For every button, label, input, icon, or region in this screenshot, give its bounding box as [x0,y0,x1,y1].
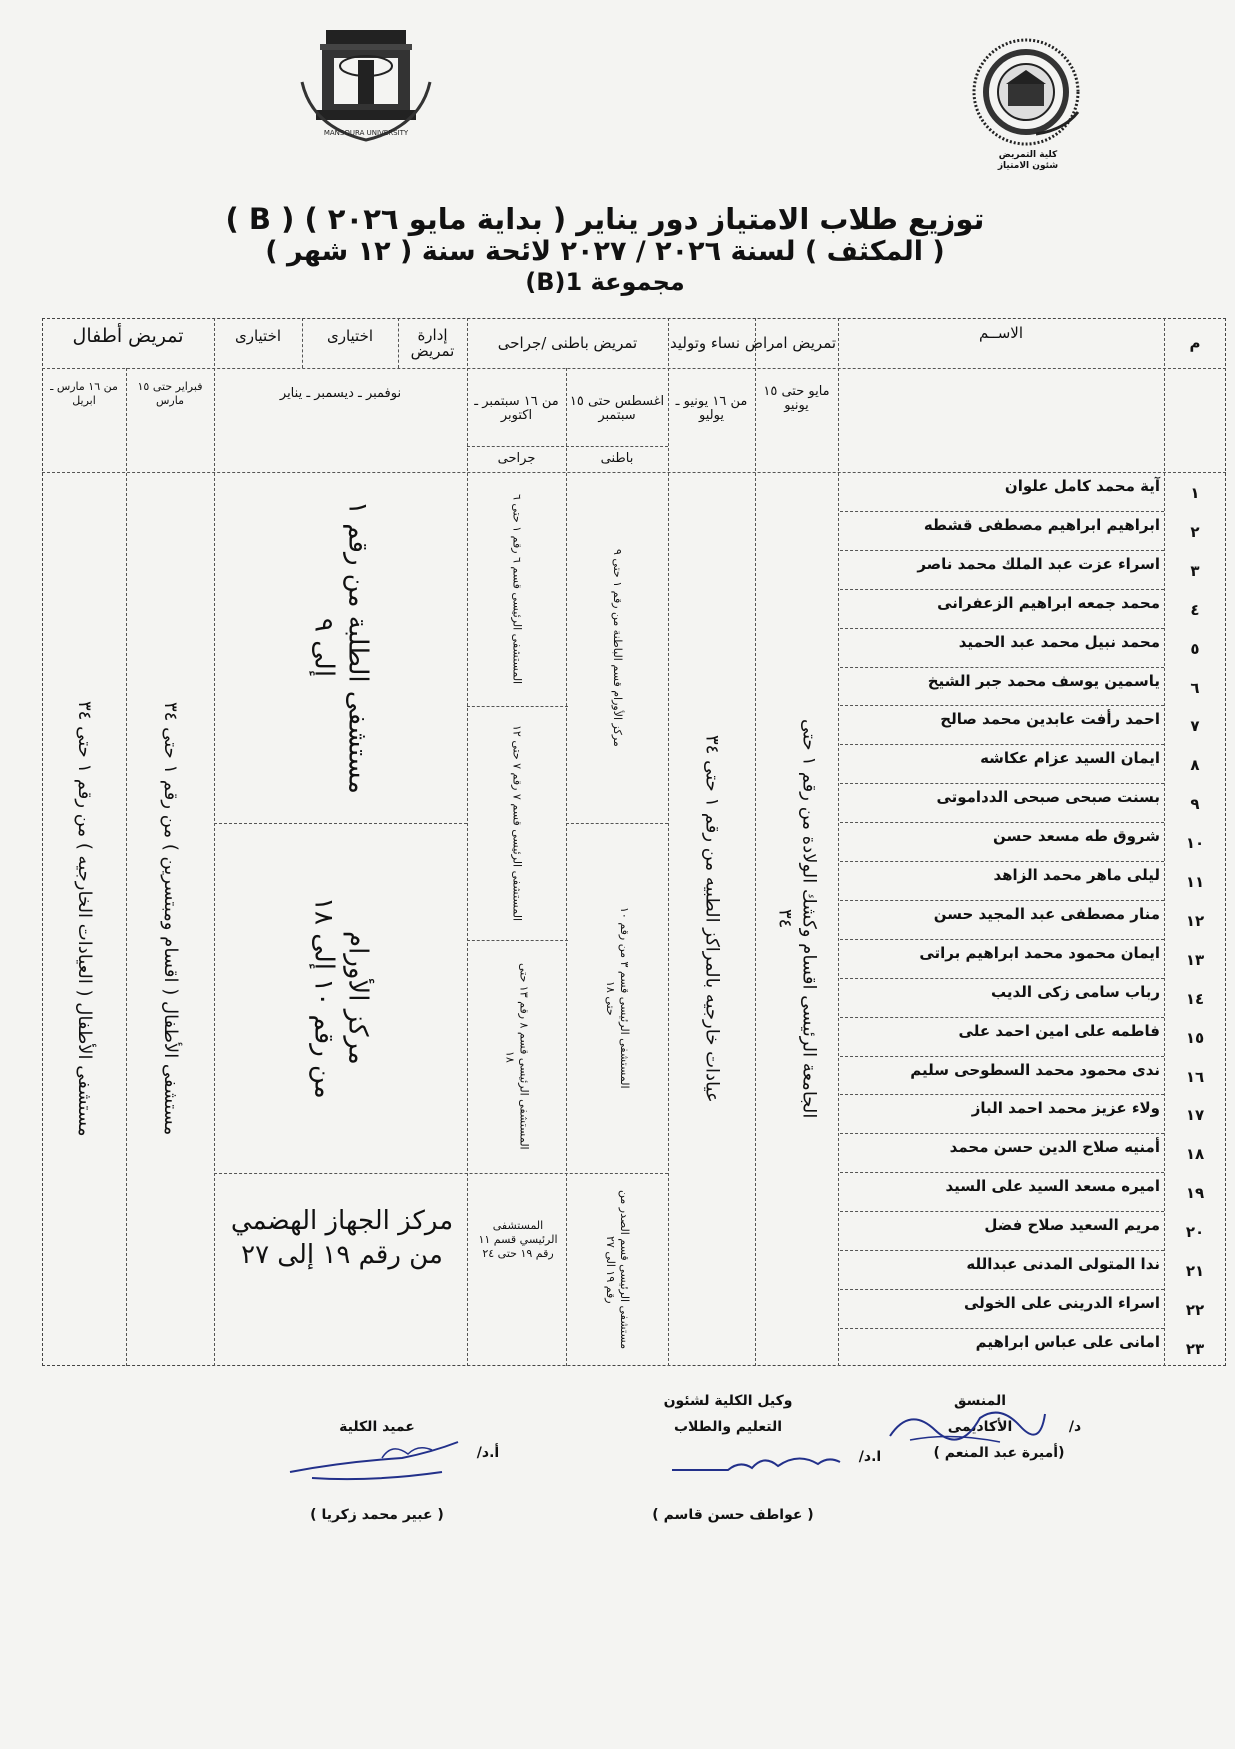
assignment-medical-1: مركز الأورام قسم الباطنة من رقم ١ حتى ٩ [611,548,624,747]
coordinator-signature [880,1396,1050,1452]
assignment-obgyn-a: الجامعة الرئيسى اقسام وكشك الولادة من رقم ١ حتى ٣٤ [774,719,820,1119]
document-title [180,202,1030,296]
row-number: ٧ [1190,717,1200,736]
student-name: اميره مسعد السيد على السيد [945,1177,1160,1196]
row-number: ٢١ [1185,1262,1205,1280]
col-header-number: م [1189,334,1201,352]
row-number: ٣ [1190,561,1200,580]
row-number: ١٧ [1185,1106,1205,1125]
col-header-obgyn: تمريض امراض نساء وتوليد [669,334,837,352]
assignment-obgyn-b: عيادات خارجيه بالمراكز الطبيه من رقم ١ حتى ٣٤ [701,735,723,1103]
student-name: ولاء عزيز محمد احمد الباز [971,1099,1160,1118]
student-name: منار مصطفى عبد المجيد حسن [933,904,1160,923]
title-line-2: ( المكثف ) لسنة ٢٠٢٦ / ٢٠٢٧ لائحة سنة ( ١٢ شهر ) [265,236,945,267]
svg-text:MANSOURA UNIVERSITY: MANSOURA UNIVERSITY [323,129,409,137]
subheader-obgyn-b: من ١٦ يونيو ـ يوليو [675,394,748,423]
student-name: ايمان السيد عزام عكاشه [980,749,1160,768]
subheader-ped-b: من ١٦ مارس ـ ابريل [50,380,118,407]
row-number: ١٦ [1185,1067,1205,1086]
subheader-surgical: جراحى [497,451,536,466]
row-number: ٩ [1190,795,1200,814]
row-divider [840,705,1164,706]
student-name: ابراهيم ابراهيم مصطفى قشطه [923,515,1160,534]
student-name: فاطمه على امين احمد على [958,1021,1160,1040]
col-header-elective-2: اختيارى [234,327,282,345]
row-divider [840,1056,1164,1057]
subheader-medsurg-a: اغسطس حتى ١٥ سبتمبر [569,394,665,423]
row-divider [840,1328,1164,1329]
col-header-admin: إدارة تمريض [410,326,455,360]
student-name: اسراء الدرينى على الخولى [963,1293,1160,1312]
assignment-admin-3: مركز الجهاز الهضمي من رقم ١٩ إلى ٢٧ [230,1206,454,1270]
student-name: أمنيه صلاح الدين حسن محمد [949,1138,1160,1157]
student-name: احمد رأفت عابدين محمد صالح [940,710,1160,729]
dean-signature [282,1432,468,1488]
row-divider [840,589,1164,590]
row-number: ١٣ [1185,950,1205,969]
divider [838,318,839,1366]
row-divider [840,1250,1164,1251]
dean-name: ( عبير محمد زكريا ) [310,1507,444,1523]
row-number: ٢٠ [1185,1223,1205,1242]
row-divider [840,1094,1164,1095]
row-number: ١٩ [1185,1184,1205,1203]
assignment-pediatric-b: مستشفى الأطفال ( العيادات الخارجيه ) من رقم ١ حتى ٣٤ [74,701,95,1137]
divider [42,368,1226,369]
row-divider [840,783,1164,784]
subheader-medsurg-b: من ١٦ سبتمبر ـ اكتوبر [474,394,559,423]
col-header-medsurg: تمريض باطنى /جراحى [497,334,638,352]
assignment-surgical-4: المستشفى الرئيسي قسم ١١ رقم ١٩ حتى ٢٤ [478,1219,558,1260]
vice-dean-prefix: ا.د/ [858,1449,882,1465]
col-header-pediatric: تمريض أطفال [72,325,184,347]
row-number: ١٤ [1185,989,1205,1008]
title-line-1: توزيع طلاب الامتياز دور يناير ( بداية مايو ٢٠٢٦ ) ( B ) [225,202,985,236]
row-number: ٢٢ [1185,1300,1205,1319]
assignment-medical-3: مستشفى الرئيسى قسم الصدر من رقم ١٩ الى ٢٧ [604,1189,631,1350]
dean-prefix: أ.د/ [476,1445,500,1461]
row-divider [840,822,1164,823]
row-divider [840,861,1164,862]
row-divider [840,744,1164,745]
vice-dean-name: ( عواطف حسن قاسم ) [652,1507,814,1523]
row-divider [840,550,1164,551]
student-name: ندى محمود محمد السطوحى سليم [910,1060,1160,1079]
divider [467,446,668,447]
dean-title: عميد الكلية [339,1419,415,1435]
row-number: ١٠ [1185,834,1205,853]
mansoura-university-logo [292,22,440,144]
row-divider [840,939,1164,940]
student-name: ندا المتولى المدنى عبدالله [966,1255,1160,1273]
row-number: ١٥ [1185,1028,1205,1047]
subheader-medical: باطنى [600,451,634,466]
row-divider [840,667,1164,668]
student-name: امانى على عباس ابراهيم [975,1332,1160,1351]
row-number: ١٨ [1185,1145,1205,1164]
assignment-pediatric-a: مستشفى الأطفال ( اقسام ومبتسرين ) من رقم ١ حتى ٣٤ [160,702,181,1136]
faculty-logo-text: كلية التمريض شئون الامتياز [997,150,1059,171]
assignment-surgical-3: المستشفى الرئيسى قسم ٨ رقم ١٣ حتى ١٨ [503,963,531,1150]
subheader-admin-elective: نوفمبر ـ ديسمبر ـ يناير [279,386,402,401]
row-divider [840,1211,1164,1212]
student-name: آية محمد كامل علوان [1004,477,1160,495]
assignment-admin-2-range: من رقم ١٠ إلى ١٨ [308,897,339,1099]
row-divider [840,978,1164,979]
vice-dean-signature [668,1442,846,1482]
row-number: ١١ [1185,873,1205,891]
student-name: ياسمين يوسف محمد جبر الشيخ [927,671,1160,690]
assignment-admin-2 [214,823,467,1173]
row-divider [840,1133,1164,1134]
coordinator-name: (أميرة عبد المنعم ) [933,1445,1065,1461]
assignment-surgical-2: المستشفى الرئيسى قسم ٧ رقم ٧ حتى ١٢ [510,724,524,921]
student-name: مريم السعيد صلاح فضل [984,1216,1160,1235]
row-number: ١٢ [1185,911,1205,930]
row-number: ٨ [1190,756,1200,775]
student-name: رباب سامى زكى الديب [991,982,1160,1001]
student-name: بسنت صبحى صبحى الدداموتى [936,788,1160,807]
col-header-name: الاســم [978,324,1024,342]
assignment-admin-1: مستشفى الطلبة من رقم ١ إلى ٩ [308,501,373,794]
vice-dean-title-1: وكيل الكلية لشئون [663,1393,793,1409]
coordinator-prefix: د/ [1068,1419,1082,1435]
student-name: ليلى ماهر محمد الزاهد [993,866,1160,884]
row-divider [840,1017,1164,1018]
student-name: اسراء عزت عبد الملك محمد ناصر [917,554,1160,573]
coordinator-title: المنسق الأكاديمى [947,1393,1013,1435]
col-header-elective-1: اختيارى [326,327,374,345]
row-divider [840,1289,1164,1290]
row-divider [840,628,1164,629]
student-name: محمد نبيل محمد عبد الحميد [958,632,1160,651]
row-number: ٥ [1190,639,1200,658]
subheader-obgyn-a: مايو حتى ١٥ يونيو [763,384,830,413]
student-name: ايمان محمود محمد ابراهيم براتى [919,943,1160,962]
faculty-of-nursing-logo [968,34,1086,158]
row-number: ٦ [1190,678,1200,697]
row-divider [840,1172,1164,1173]
subheader-ped-a: فبراير حتى ١٥ مارس [137,380,203,407]
vice-dean-title-2: التعليم والطلاب [673,1419,783,1435]
assignment-surgical-1: المستشفى الرئيسى قسم ٦ رقم ١ حتى ٦ [510,493,524,685]
student-name: محمد جمعه ابراهيم الزعفرانى [937,593,1160,612]
divider [1164,318,1165,1366]
row-number: ٢ [1190,522,1200,541]
row-number: ٢٣ [1185,1339,1205,1358]
assignment-admin-2-title: مركز الأورام [342,931,373,1065]
row-divider [840,900,1164,901]
row-number: ٤ [1190,600,1200,619]
title-line-3: مجموعة B)1) [525,268,685,296]
student-name: شروق طه مسعد حسن [993,827,1160,846]
row-number: ١ [1190,484,1200,502]
row-divider [840,511,1164,512]
assignment-medical-2: المستشفى الرئيسى قسم ٣ من رقم ١٠ حتى ١٨ [604,907,631,1089]
